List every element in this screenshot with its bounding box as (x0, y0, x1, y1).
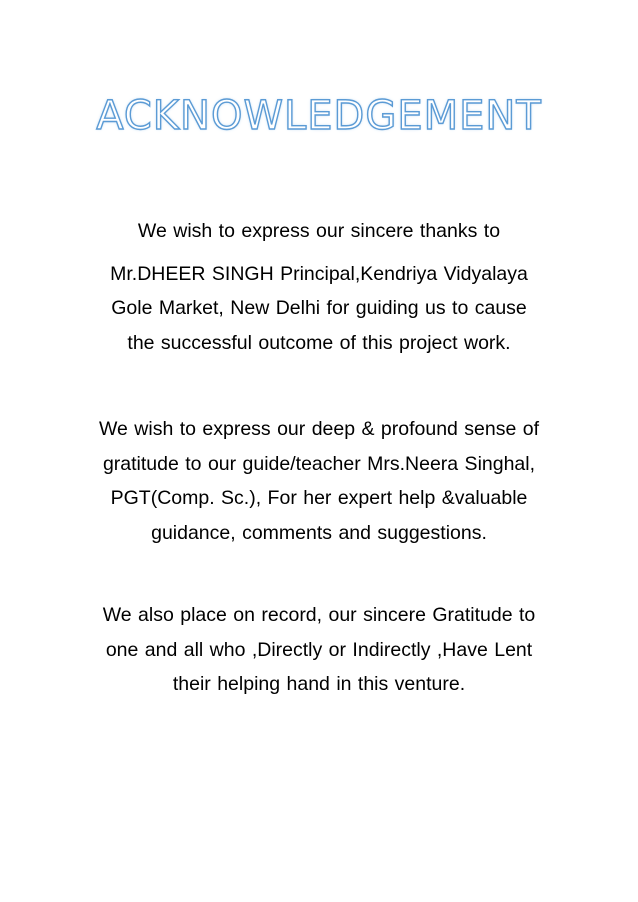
paragraph-line: We wish to express our sincere thanks to (137, 220, 501, 242)
paragraph-line: We wish to express our deep & profound sense of (98, 418, 540, 440)
paragraph-thanks-guide (40, 412, 598, 550)
paragraph-line: We also place on record, our sincere Gratitude to (102, 604, 536, 626)
paragraph-line: the successful outcome of this project work. (127, 331, 511, 354)
paragraph-line: Gole Market, New Delhi for guiding us to cause (111, 297, 527, 319)
paragraph-line: Mr.DHEER SINGH Principal,Kendriya Vidyalaya (110, 262, 528, 285)
paragraph-thanks-principal (40, 214, 598, 360)
paragraph-thanks-all (40, 598, 598, 702)
paragraph-line: one and all who ,Directly or Indirectly ,Have Lent (105, 638, 533, 661)
paragraph-line: gratitude to our guide/teacher Mrs.Neera Singhal, (102, 452, 536, 475)
paragraph-line: PGT(Comp. Sc.), For her expert help &valuable (110, 487, 528, 509)
paragraph-line: guidance, comments and suggestions. (151, 521, 487, 544)
paragraph-line: their helping hand in this venture. (172, 673, 466, 695)
page-title: ACKNOWLEDGEMENT (96, 93, 542, 139)
